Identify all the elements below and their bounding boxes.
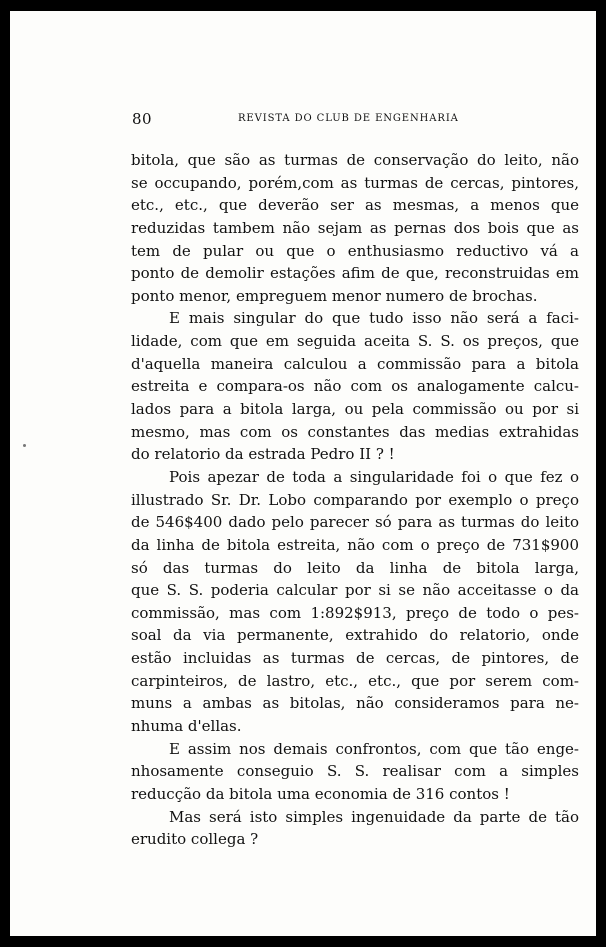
body-text <box>131 149 579 851</box>
text-line: E assim nos demais confrontos, com que tão enge- <box>169 739 579 758</box>
running-title: REVISTA DO CLUB DE ENGENHARIA <box>238 113 459 124</box>
text-line: do relatorio da estrada Pedro II ? ! <box>131 445 395 464</box>
margin-speck <box>23 444 26 447</box>
text-line: muns a ambas as bitolas, não consideramos para ne- <box>131 694 579 713</box>
paragraph <box>131 738 579 806</box>
text-line: erudito collega ? <box>131 830 259 849</box>
text-line: ponto de demolir estações afim de que, reconstruidas em <box>131 264 579 283</box>
text-line: estão incluidas as turmas de cercas, de pintores, de <box>131 649 579 668</box>
text-line: que S. S. poderia calcular por si se não acceitasse o da <box>131 581 579 600</box>
text-line: lidade, com que em seguida aceita S. S. os preços, que <box>131 332 579 351</box>
text-line: carpinteiros, de lastro, etc., etc., que por serem com- <box>131 671 579 690</box>
text-line: reduzidas tambem não sejam as pernas dos bois que as <box>131 218 579 237</box>
paragraph <box>131 307 579 465</box>
text-line: E mais singular do que tudo isso não será a faci- <box>169 309 579 328</box>
page-number: 80 <box>132 110 153 128</box>
text-line: estreita e compara-os não com os analogamente calcu- <box>131 377 579 396</box>
text-line: soal da via permanente, extrahido do relatorio, onde <box>131 626 579 645</box>
text-line: ponto menor, empreguem menor numero de brochas. <box>131 286 538 305</box>
paragraph <box>131 149 579 307</box>
paragraph <box>131 466 579 738</box>
text-line: nhosamente conseguio S. S. realisar com a simples <box>131 762 579 781</box>
text-line: Pois apezar de toda a singularidade foi o que fez o <box>169 467 579 486</box>
text-line: nhuma d'ellas. <box>131 717 242 736</box>
text-line: reducção da bitola uma economia de 316 contos ! <box>131 784 510 803</box>
text-line: de 546$400 dado pelo parecer só para as turmas do leito <box>131 513 579 532</box>
text-line: commissão, mas com 1:892$913, preço de todo o pes- <box>131 603 579 622</box>
text-line: bitola, que são as turmas de conservação do leito, não <box>131 151 579 169</box>
text-line: tem de pular ou que o enthusiasmo reductivo vá a <box>131 241 579 260</box>
document-page <box>10 11 596 936</box>
text-line: etc., etc., que deverão ser as mesmas, a menos que <box>131 196 579 215</box>
text-line: Mas será isto simples ingenuidade da parte de tão <box>169 807 579 826</box>
paragraph <box>131 806 579 851</box>
text-line: só das turmas do leito da linha de bitola larga, <box>131 558 579 577</box>
text-line: lados para a bitola larga, ou pela commissão ou por si <box>131 400 579 419</box>
text-line: mesmo, mas com os constantes das medias extrahidas <box>131 422 579 441</box>
text-line: d'aquella maneira calculou a commissão para a bitola <box>131 354 579 373</box>
text-line: se occupando, porém,com as turmas de cercas, pintores, <box>131 173 579 192</box>
page-header <box>132 110 492 130</box>
text-line: illustrado Sr. Dr. Lobo comparando por exemplo o preço <box>131 490 579 509</box>
text-line: da linha de bitola estreita, não com o preço de 731$900 <box>131 535 579 554</box>
